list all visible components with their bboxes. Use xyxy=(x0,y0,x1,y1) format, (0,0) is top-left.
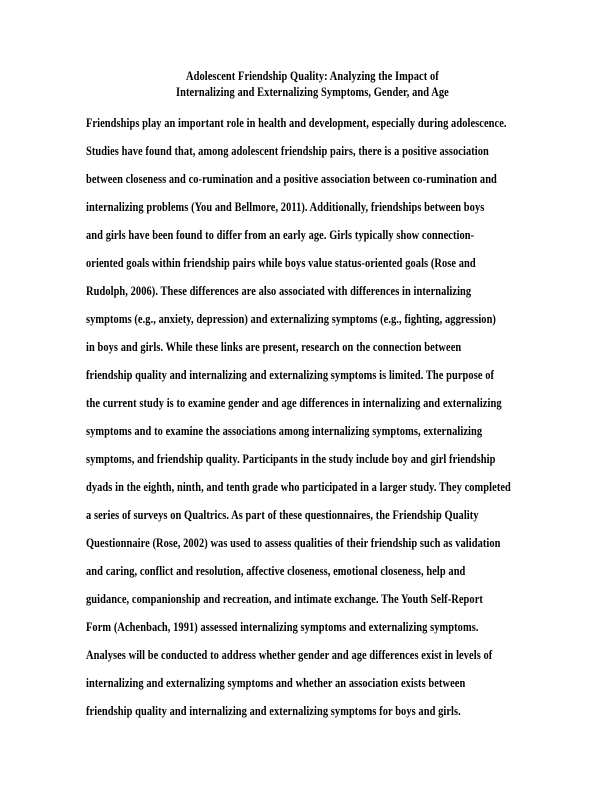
paragraph-line: Studies have found that, among adolescent friendship pairs, there is a positive association xyxy=(86,143,489,158)
document-title xyxy=(86,68,539,100)
paragraph-line: symptoms and to examine the associations among internalizing symptoms, externalizing xyxy=(86,423,483,438)
paragraph-line: and girls have been found to differ from an early age. Girls typically show connection- xyxy=(86,227,475,242)
document-title-line: Adolescent Friendship Quality: Analyzing the Impact of xyxy=(186,68,439,83)
paragraph-line: symptoms (e.g., anxiety, depression) and externalizing symptoms (e.g., fighting, aggression) xyxy=(86,311,496,326)
document-title-line: Internalizing and Externalizing Symptoms, Gender, and Age xyxy=(175,84,449,99)
paragraph-line: Analyses will be conducted to address whether gender and age differences exist in levels of xyxy=(86,647,493,662)
paragraph-line: symptoms, and friendship quality. Participants in the study include boy and girl friendship xyxy=(86,451,496,466)
paragraph-line: friendship quality and internalizing and externalizing symptoms is limited. The purpose of xyxy=(86,367,495,382)
paragraph-line: internalizing and externalizing symptoms and whether an association exists between xyxy=(86,675,466,690)
paragraph-line: oriented goals within friendship pairs while boys value status-oriented goals (Rose and xyxy=(86,255,476,270)
paragraph-line: a series of surveys on Qualtrics. As part of these questionnaires, the Friendship Quality xyxy=(86,507,479,522)
paragraph-line: the current study is to examine gender and age differences in internalizing and externalizing xyxy=(86,395,502,410)
text-column xyxy=(86,68,539,725)
abstract-paragraph xyxy=(86,109,539,725)
paragraph-line: friendship quality and internalizing and externalizing symptoms for boys and girls. xyxy=(86,703,461,718)
paragraph-line: Questionnaire (Rose, 2002) was used to assess qualities of their friendship such as validation xyxy=(86,535,501,550)
paragraph-line: dyads in the eighth, ninth, and tenth grade who participated in a larger study. They completed xyxy=(86,479,511,494)
paragraph-line: Form (Achenbach, 1991) assessed internalizing symptoms and externalizing symptoms. xyxy=(86,619,479,634)
paragraph-line: Friendships play an important role in health and development, especially during adolescence. xyxy=(86,115,507,130)
paragraph-line: in boys and girls. While these links are present, research on the connection between xyxy=(86,339,462,354)
paragraph-line: internalizing problems (You and Bellmore, 2011). Additionally, friendships between boys xyxy=(86,199,485,214)
paragraph-line: guidance, companionship and recreation, and intimate exchange. The Youth Self-Report xyxy=(86,591,483,606)
paragraph-line: Rudolph, 2006). These differences are also associated with differences in internalizing xyxy=(86,283,472,298)
paragraph-line: and caring, conflict and resolution, affective closeness, emotional closeness, help and xyxy=(86,563,466,578)
paragraph-line: between closeness and co-rumination and a positive association between co-rumination and xyxy=(86,171,497,186)
